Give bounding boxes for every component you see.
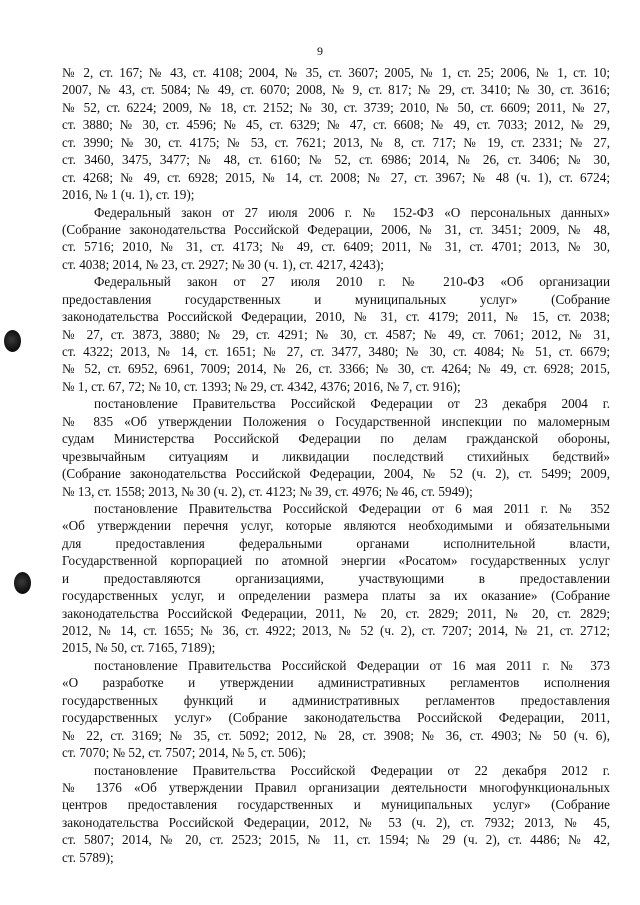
text-line: ст. 3990; № 30, ст. 4175; № 53, ст. 7621; 2013, № 8, ст. 717; № 19, ст. 2331; № 27, — [62, 134, 610, 150]
text-line: 2012, № 14, ст. 1655; № 36, ст. 4922; 2013, № 52 (ч. 2), ст. 7207; 2014, № 21, ст. 2712; — [62, 623, 610, 638]
text-line: № 1376 «Об утверждении Правил организации деятельности многофункциональных — [62, 779, 610, 795]
text-line: № 1, ст. 67, 72; № 10, ст. 1393; № 29, ст. 4342, 4376; 2016, № 7, ст. 916); — [62, 378, 461, 394]
text-line: № 52, ст. 6224; 2009, № 18, ст. 2152; № 30, ст. 3739; 2010, № 50, ст. 6609; 2011, № 27, — [62, 99, 610, 115]
text-line: постановление Правительства Российской Федерации от 23 декабря 2004 г. — [94, 396, 610, 412]
text-line: ст. 3460, 3475, 3477; № 48, ст. 6160; № 52, ст. 6986; 2014, № 26, ст. 3406; № 30, — [62, 152, 610, 168]
text-line: государственных услуг, и определении размера платы за их оказание» (Собрание — [62, 588, 610, 604]
text-line: для предоставления федеральными органами исполнительной власти, — [62, 535, 610, 551]
text-line: (Собрание законодательства Российской Федерации, 2006, № 31, ст. 3451; 2009, № 48, — [62, 221, 610, 237]
text-line: ст. 5807; 2014, № 20, ст. 2523; 2015, № 11, ст. 1594; № 29 (ч. 2), ст. 4486; № 42, — [62, 832, 610, 848]
text-line: предоставления государственных и муниципальных услуг» (Собрание — [62, 291, 610, 307]
legal-reference-paragraph — [62, 762, 610, 867]
text-line: законодательства Российской Федерации, 2011, № 20, ст. 2829; 2011, № 20, ст. 2829; — [62, 605, 610, 621]
text-line: ст. 4322; 2013, № 14, ст. 1651; № 27, ст. 3477, 3480; № 30, ст. 4084; № 51, ст. 6679; — [62, 344, 610, 359]
text-line: Федеральный закон от 27 июля 2006 г. № 152-ФЗ «О персональных данных» — [94, 204, 610, 220]
punch-hole — [14, 572, 31, 594]
text-line: законодательства Российской Федерации, 2012, № 53 (ч. 2), ст. 7932; 2013, № 45, — [62, 814, 610, 830]
legal-reference-paragraph — [62, 64, 610, 204]
document-body — [62, 64, 610, 866]
punch-hole — [4, 330, 21, 352]
text-line: Федеральный закон от 27 июля 2010 г. № 210-ФЗ «Об организации — [94, 274, 610, 290]
text-line: законодательства Российской Федерации, 2010, № 31, ст. 4179; 2011, № 15, ст. 2038; — [62, 309, 610, 325]
text-line: ст. 4268; № 49, ст. 6928; 2015, № 14, ст. 2008; № 27, ст. 3967; № 48 (ч. 1), ст. 6724; — [62, 169, 610, 185]
text-line: ст. 5789); — [62, 849, 114, 865]
legal-reference-paragraph — [62, 657, 610, 762]
page-number: 9 — [317, 44, 323, 58]
text-line: государственных функций и административных регламентов предоставления — [62, 692, 610, 708]
text-line: № 27, ст. 3873, 3880; № 29, ст. 4291; № 30, ст. 4587; № 49, ст. 7061; 2012, № 31, — [62, 326, 610, 342]
text-line: ст. 7070; № 52, ст. 7507; 2014, № 5, ст. 506); — [62, 745, 306, 761]
text-line: ст. 3880; № 30, ст. 4596; № 45, ст. 6329; № 47, ст. 6608; № 49, ст. 7033; 2012, № 29, — [62, 117, 610, 133]
text-line: 2007, № 43, ст. 5084; № 49, ст. 6070; 2008, № 9, ст. 817; № 29, ст. 3410; № 30, ст. 3616; — [62, 82, 610, 98]
text-line: 2015, № 50, ст. 7165, 7189); — [62, 640, 216, 656]
text-line: № 13, ст. 1558; 2013, № 30 (ч. 2), ст. 4123; № 39, ст. 4976; № 46, ст. 5949); — [62, 483, 473, 499]
legal-reference-paragraph — [62, 395, 610, 500]
text-line: постановление Правительства Российской Федерации от 16 мая 2011 г. № 373 — [94, 657, 610, 673]
text-line: № 52, ст. 6952, 6961, 7009; 2014, № 26, ст. 3366; № 30, ст. 4264; № 49, ст. 6928; 2015, — [62, 361, 610, 377]
text-line: постановление Правительства Российской Федерации от 22 декабря 2012 г. — [94, 762, 610, 778]
text-line: центров предоставления государственных и муниципальных услуг» (Собрание — [62, 797, 610, 813]
text-line: № 22, ст. 3169; № 35, ст. 5092; 2012, № 28, ст. 3908; № 36, ст. 4903; № 50 (ч. 6), — [62, 727, 610, 743]
text-line: постановление Правительства Российской Федерации от 6 мая 2011 г. № 352 — [94, 500, 610, 516]
text-line: 2016, № 1 (ч. 1), ст. 19); — [62, 187, 195, 203]
legal-reference-paragraph — [62, 273, 610, 395]
text-line: Государственной корпорацией по атомной энергии «Росатом» государственных услуг — [62, 553, 610, 569]
text-line: судам Министерства Российской Федерации по делам гражданской обороны, — [62, 431, 610, 447]
text-line: чрезвычайным ситуациям и ликвидации последствий стихийных бедствий» — [62, 448, 610, 464]
legal-reference-paragraph — [62, 500, 610, 657]
text-line: № 835 «Об утверждении Положения о Государственной инспекции по маломерным — [62, 413, 610, 429]
text-line: ст. 4038; 2014, № 23, ст. 2927; № 30 (ч. 1), ст. 4217, 4243); — [62, 256, 384, 272]
text-line: и предоставляются организациями, участвующими в предоставлении — [62, 570, 610, 586]
text-line: № 2, ст. 167; № 43, ст. 4108; 2004, № 35, ст. 3607; 2005, № 1, ст. 25; 2006, № 1, ст. 10; — [62, 65, 610, 80]
text-line: государственных услуг» (Собрание законодательства Российской Федерации, 2011, — [62, 710, 610, 726]
legal-reference-paragraph — [62, 204, 610, 274]
text-line: (Собрание законодательства Российской Федерации, 2004, № 52 (ч. 2), ст. 5499; 2009, — [62, 466, 610, 482]
text-line: ст. 5716; 2010, № 31, ст. 4173; № 49, ст. 6409; 2011, № 31, ст. 4701; 2013, № 30, — [62, 239, 610, 255]
text-line: «Об утверждении перечня услуг, которые являются необходимыми и обязательными — [62, 518, 610, 534]
text-line: «О разработке и утверждении административных регламентов исполнения — [62, 675, 610, 691]
